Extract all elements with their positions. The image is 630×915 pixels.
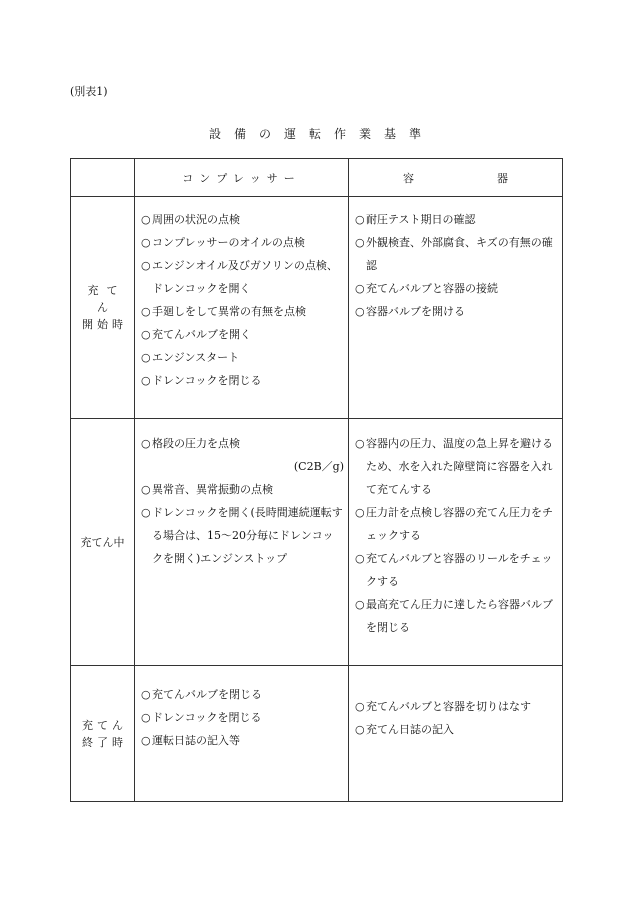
container-cell-end — [349, 666, 563, 802]
header-container-char2: 器 — [497, 171, 508, 185]
list-item: ○ ドレンコックを開く(長時間連続運転する場合は、15～20分毎にドレンコックを開く)エンジンストップ — [141, 501, 344, 570]
list-item: ○ 運転日誌の記入等 — [141, 729, 344, 752]
row-label-start — [71, 197, 135, 419]
list-item: ○ 手廻しをして異常の有無を点検 — [141, 300, 344, 323]
table-row-end — [71, 666, 563, 802]
header-compressor: コンプレッサー — [135, 159, 349, 197]
list-item: ○ 充てん日誌の記入 — [355, 718, 558, 741]
table-header-row — [71, 159, 563, 197]
row-label-line: 充てん — [87, 284, 126, 314]
header-empty-cell — [71, 159, 135, 197]
list-item: ○ 容器内の圧力、温度の急上昇を避けるため、水を入れた障壁筒に容器を入れて充てんする — [355, 432, 558, 501]
list-item: ○ 充てんバルブと容器のリールをチェックする — [355, 547, 558, 593]
page-title: 設備の運転作業基準 — [208, 127, 434, 141]
annex-label: (別表1) — [70, 85, 108, 98]
list-item: ○ 最高充てん圧力に達したら容器バルブを閉じる — [355, 593, 558, 639]
list-item: ○ ドレンコックを閉じる — [141, 706, 344, 729]
container-cell-during — [349, 419, 563, 666]
list-item: ○ 充てんバルブと容器を切りはなす — [355, 695, 558, 718]
row-label-during — [71, 419, 135, 666]
list-item: ○ コンプレッサーのオイルの点検 — [141, 231, 344, 254]
list-item: ○ 充てんバルブを閉じる — [141, 683, 344, 706]
container-cell-start — [349, 197, 563, 419]
list-item: ○ 外観検査、外部腐食、キズの有無の確認 — [355, 231, 558, 277]
table-row-during — [71, 419, 563, 666]
list-item: ○ 充てんバルブと容器の接続 — [355, 277, 558, 300]
list-item: ○ 異常音、異常振動の点検 — [141, 478, 344, 501]
table-row-start — [71, 197, 563, 419]
list-item: ○ 耐圧テスト期日の確認 — [355, 208, 558, 231]
row-label-line: 開始時 — [82, 318, 127, 331]
list-item: ○ 格段の圧力を点検 — [141, 432, 344, 455]
list-item: ○ 容器バルブを開ける — [355, 300, 558, 323]
compressor-cell-end — [135, 666, 349, 802]
list-item: ○ 周囲の状況の点検 — [141, 208, 344, 231]
list-item: ○ エンジンスタート — [141, 346, 344, 369]
list-item: ○ 充てんバルブを開く — [141, 323, 344, 346]
header-container — [349, 159, 563, 197]
compressor-cell-start — [135, 197, 349, 419]
row-label-end — [71, 666, 135, 802]
unit-note: (C2B／g) — [293, 460, 344, 473]
header-container-char1: 容 — [403, 171, 414, 185]
list-item: ○ 圧力計を点検し容器の充てん圧力をチェックする — [355, 501, 558, 547]
list-item: ○ エンジンオイル及びガソリンの点検、ドレンコックを開く — [141, 254, 344, 300]
compressor-cell-during — [135, 419, 349, 666]
row-label-line: 終了時 — [82, 735, 127, 749]
operation-standards-table — [70, 158, 563, 802]
row-label-line: 充てん中 — [80, 535, 125, 549]
row-label-line: 充てん — [82, 718, 127, 732]
list-item: ○ ドレンコックを閉じる — [141, 369, 344, 392]
